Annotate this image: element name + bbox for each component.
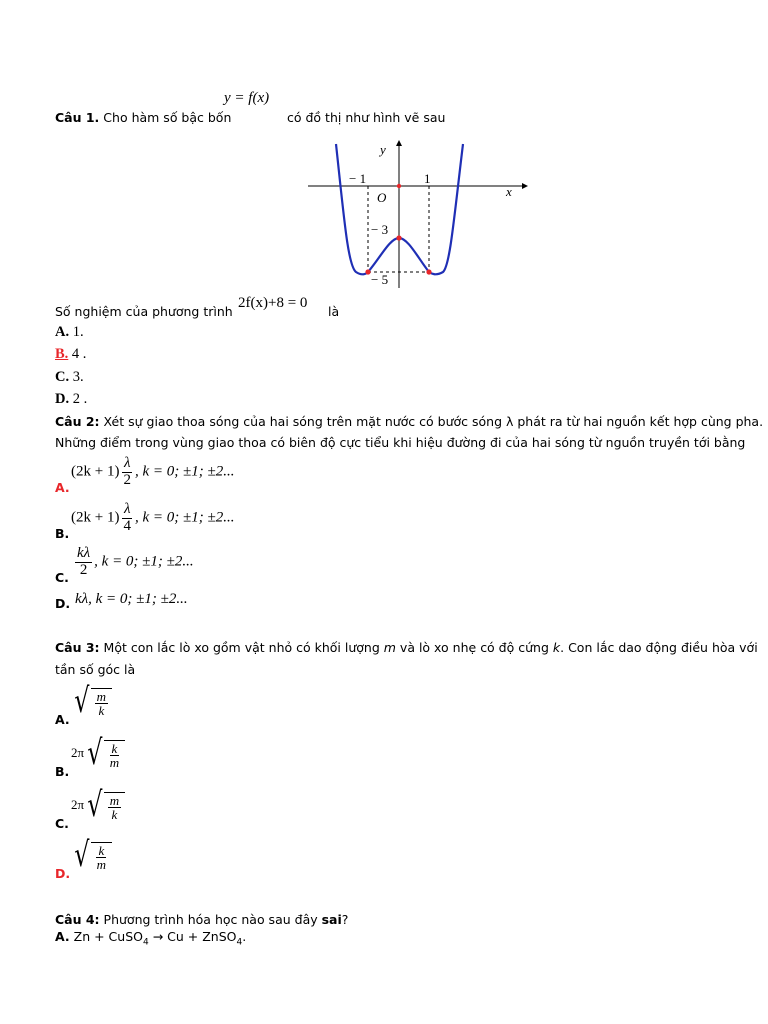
origin-point [397, 184, 401, 188]
reaction-arrow: → [152, 929, 164, 944]
min-point-left [365, 269, 370, 274]
y-tick-neg5: − 5 [371, 272, 389, 287]
products: Cu + ZnSO [167, 929, 237, 944]
option-formula: √ $\frac{k}{m}$ [71, 838, 112, 872]
q3-text: và lò xo nhẹ có độ cứng [399, 640, 549, 655]
frac-num: kλ [77, 545, 91, 561]
option-value: 3. [72, 369, 84, 385]
x-tick-1: 1 [424, 171, 431, 186]
function-label: y = f(x) [224, 90, 270, 106]
formula-prefix: (2k + 1) [71, 463, 120, 480]
origin-label: O [377, 190, 387, 205]
q4-text: Phương trình hóa học nào sau đây [103, 912, 318, 927]
option-letter: C. [55, 570, 69, 585]
option-formula: √ $\frac{m}{k}$ [71, 684, 112, 718]
q4-qmark: ? [341, 912, 349, 927]
frac-den: 2 [79, 561, 88, 578]
q2-label: Câu 2: [55, 414, 100, 429]
option-letter: A. [55, 324, 70, 340]
formula-suffix: , k = 0; ±1; ±2... [94, 553, 194, 570]
option-letter: D. [55, 866, 71, 881]
q1-text-before: Cho hàm số bậc bốn [103, 110, 232, 125]
subscript: 4 [142, 937, 149, 948]
option-formula: kλ, k = 0; ±1; ±2... [75, 591, 188, 607]
q1-option-a[interactable] [55, 324, 84, 341]
option-letter: B. [55, 346, 69, 362]
option-value: 1. [72, 324, 84, 340]
max-point [396, 235, 401, 240]
option-letter: A. [55, 929, 70, 944]
q1-prompt-before: Số nghiệm của phương trình [55, 304, 233, 319]
function-graph [300, 138, 530, 293]
q3-line2: tần số góc là [55, 662, 136, 677]
frac-num: k [98, 842, 105, 858]
option-value: 2 . [72, 391, 88, 407]
option-formula [71, 456, 234, 489]
frac-den: k [98, 703, 105, 719]
q3-text: . Con lắc dao động điều hòa với [560, 640, 758, 655]
option-letter: C. [55, 369, 70, 385]
q2-line1 [55, 414, 763, 429]
q3-text: Một con lắc lò xo gồm vật nhỏ có khối lượng [103, 640, 380, 655]
frac-num: λ [123, 501, 131, 517]
frac-den: k [111, 807, 118, 823]
q1-option-c[interactable] [55, 369, 84, 386]
frac-den: m [96, 857, 107, 873]
formula-coef: 2π [71, 745, 85, 760]
frac-num: m [96, 688, 107, 704]
frac-den: 2 [123, 471, 131, 488]
mass-symbol: m [383, 640, 396, 655]
q2-text: Xét sự giao thoa sóng của hai sóng trên mặt nước có bước sóng λ phát ra từ hai nguồn kết hợp cùng pha. [103, 414, 764, 429]
q4-line [55, 912, 348, 927]
stiffness-symbol: k [552, 640, 561, 655]
frac-den: 4 [123, 517, 131, 534]
option-letter: C. [55, 816, 69, 831]
q3-line1 [55, 640, 758, 655]
q1-option-b[interactable] [55, 346, 86, 363]
formula-coef: 2π [71, 797, 85, 812]
frac-num: m [109, 792, 120, 808]
q4-label: Câu 4: [55, 912, 100, 927]
q4-option-a[interactable] [55, 929, 246, 948]
frac-num: λ [123, 455, 131, 471]
y-tick-neg3: − 3 [371, 222, 389, 237]
q1-prompt-after: là [328, 304, 340, 319]
option-letter: A. [55, 712, 70, 727]
formula-suffix: , k = 0; ±1; ±2... [134, 463, 235, 480]
q4-emphasis: sai [321, 912, 342, 927]
option-value: 4 . [71, 346, 87, 362]
period: . [242, 929, 247, 944]
option-formula [73, 546, 194, 579]
q1-line [55, 110, 231, 125]
formula-suffix: , k = 0; ±1; ±2... [134, 509, 235, 526]
q1-option-d[interactable] [55, 391, 87, 408]
q2-line2: Những điểm trong vùng giao thoa có biên độ cực tiểu khi hiệu đường đi của hai sóng từ nguồn truyền tới bằng [55, 435, 746, 450]
frac-den: m [109, 755, 120, 771]
q3-label: Câu 3: [55, 640, 100, 655]
option-formula: 2π √ $\frac{k}{m}$ [71, 736, 125, 770]
option-letter: D. [55, 596, 71, 611]
option-letter: B. [55, 526, 70, 541]
option-letter: B. [55, 764, 70, 779]
option-letter: A. [55, 480, 70, 495]
min-point-right [426, 269, 431, 274]
option-letter: D. [55, 391, 70, 407]
x-axis-arrow [522, 183, 528, 189]
subscript: 4 [236, 937, 243, 948]
x-axis-label: x [506, 184, 512, 199]
q1-label: Câu 1. [55, 110, 100, 125]
frac-num: k [111, 740, 118, 756]
option-formula: 2π √ $\frac{m}{k}$ [71, 788, 125, 822]
q1-text-after: có đồ thị như hình vẽ sau [287, 110, 446, 125]
reactants: Zn + CuSO [73, 929, 143, 944]
x-tick-neg1: − 1 [349, 171, 367, 186]
q1-equation: 2f(x)+8 = 0 [238, 295, 308, 311]
y-axis-arrow [396, 140, 402, 146]
formula-prefix: (2k + 1) [71, 509, 120, 526]
y-axis-label: y [380, 142, 386, 157]
option-formula [71, 502, 234, 535]
q1-prompt [55, 304, 233, 319]
